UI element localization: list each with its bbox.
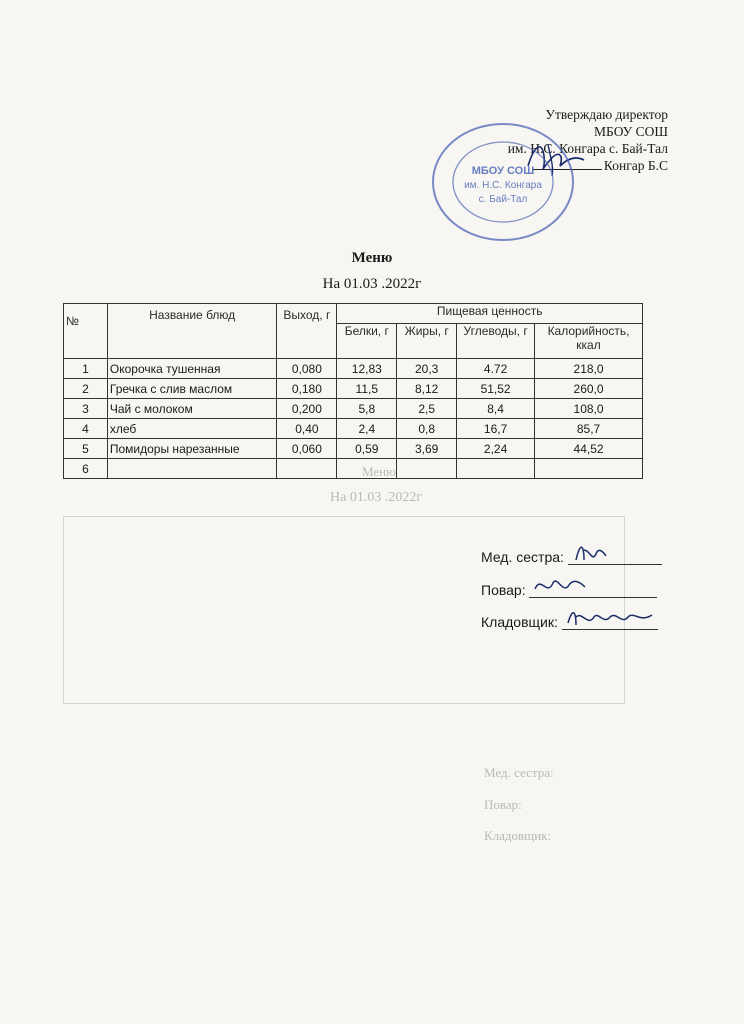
carbs-value: 51,52	[457, 379, 535, 399]
approval-line-2: МБОУ СОШ	[594, 124, 668, 139]
approval-line-1: Утверждаю директор	[545, 107, 668, 122]
nurse-signature-row	[481, 549, 662, 565]
dish-output	[277, 459, 337, 479]
dish-name: Окорочка тушенная	[107, 359, 277, 379]
protein-value: 5,8	[337, 399, 397, 419]
header-nutrition: Пищевая ценность	[337, 304, 643, 324]
dish-output: 0,180	[277, 379, 337, 399]
carbs-value: 4.72	[457, 359, 535, 379]
svg-text:МБОУ СОШ: МБОУ СОШ	[471, 165, 535, 177]
table-row	[64, 399, 643, 419]
bleed-through-title: Меню	[362, 464, 396, 479]
svg-text:с. Бай-Тал: с. Бай-Тал	[478, 194, 528, 205]
cook-signature-row	[481, 582, 657, 598]
storekeeper-label: Кладовщик:	[481, 614, 558, 630]
dish-name: Чай с молоком	[107, 399, 277, 419]
table-row	[64, 459, 643, 479]
dish-output: 0,40	[277, 419, 337, 439]
row-number: 1	[64, 359, 108, 379]
bleed-through-nurse: Мед. сестра:	[484, 765, 554, 780]
storekeeper-signature-row	[481, 614, 658, 630]
calories-value: 44,52	[535, 439, 643, 459]
dish-output: 0,200	[277, 399, 337, 419]
fat-value: 20,3	[397, 359, 457, 379]
dish-name: хлеб	[107, 419, 277, 439]
protein-value: 2,4	[337, 419, 397, 439]
nurse-label: Мед. сестра:	[481, 549, 564, 565]
header-calories: Калорийность, ккал	[535, 324, 643, 359]
fat-value: 2,5	[397, 399, 457, 419]
carbs-value: 8,4	[457, 399, 535, 419]
storekeeper-signature	[566, 605, 658, 631]
bleed-through-table	[63, 516, 625, 704]
cook-signature	[533, 573, 593, 599]
table-row	[64, 379, 643, 399]
bleed-through-cook: Повар:	[484, 797, 522, 812]
header-carbs: Углеводы, г	[457, 324, 535, 359]
header-fat: Жиры, г	[397, 324, 457, 359]
carbs-value	[457, 459, 535, 479]
calories-value	[535, 459, 643, 479]
dish-name: Помидоры нарезанные	[107, 439, 277, 459]
calories-value: 260,0	[535, 379, 643, 399]
nurse-signature-line	[568, 550, 662, 565]
table-row	[64, 359, 643, 379]
dish-name: Гречка с слив маслом	[107, 379, 277, 399]
calories-value: 108,0	[535, 399, 643, 419]
protein-value: 11,5	[337, 379, 397, 399]
header-name: Название блюд	[107, 304, 277, 359]
director-name: Конгар Б.С	[603, 158, 668, 173]
approval-line-3: им. Н.С. Конгара с. Бай-Тал	[507, 141, 668, 156]
dish-output: 0,060	[277, 439, 337, 459]
fat-value: 8,12	[397, 379, 457, 399]
header-num: №	[64, 304, 108, 359]
cook-label: Повар:	[481, 582, 526, 598]
bleed-through-date: На 01.03 .2022г	[330, 490, 423, 505]
school-stamp	[428, 118, 578, 248]
fat-value: 3,69	[397, 439, 457, 459]
row-number: 6	[64, 459, 108, 479]
protein-value: 12,83	[337, 359, 397, 379]
header-output: Выход, г	[277, 304, 337, 359]
row-number: 2	[64, 379, 108, 399]
protein-value: 0,59	[337, 439, 397, 459]
header-protein: Белки, г	[337, 324, 397, 359]
menu-table	[63, 303, 643, 479]
carbs-value: 2,24	[457, 439, 535, 459]
row-number: 5	[64, 439, 108, 459]
menu-date: На 01.03 .2022г	[322, 276, 422, 292]
cook-signature-line	[529, 583, 657, 598]
bleed-through-storekeeper: Кладовщик:	[484, 828, 552, 843]
calories-value: 218,0	[535, 359, 643, 379]
table-row	[64, 419, 643, 439]
protein-value	[337, 459, 397, 479]
nurse-signature	[572, 540, 612, 566]
svg-text:им. Н.С. Конгара: им. Н.С. Конгара	[464, 180, 542, 191]
document-title: Меню	[351, 250, 393, 266]
row-number: 4	[64, 419, 108, 439]
dish-name	[107, 459, 277, 479]
dish-output: 0,080	[277, 359, 337, 379]
row-number: 3	[64, 399, 108, 419]
storekeeper-signature-line	[562, 615, 658, 630]
table-row	[64, 439, 643, 459]
carbs-value: 16,7	[457, 419, 535, 439]
fat-value: 0,8	[397, 419, 457, 439]
fat-value	[397, 459, 457, 479]
calories-value: 85,7	[535, 419, 643, 439]
